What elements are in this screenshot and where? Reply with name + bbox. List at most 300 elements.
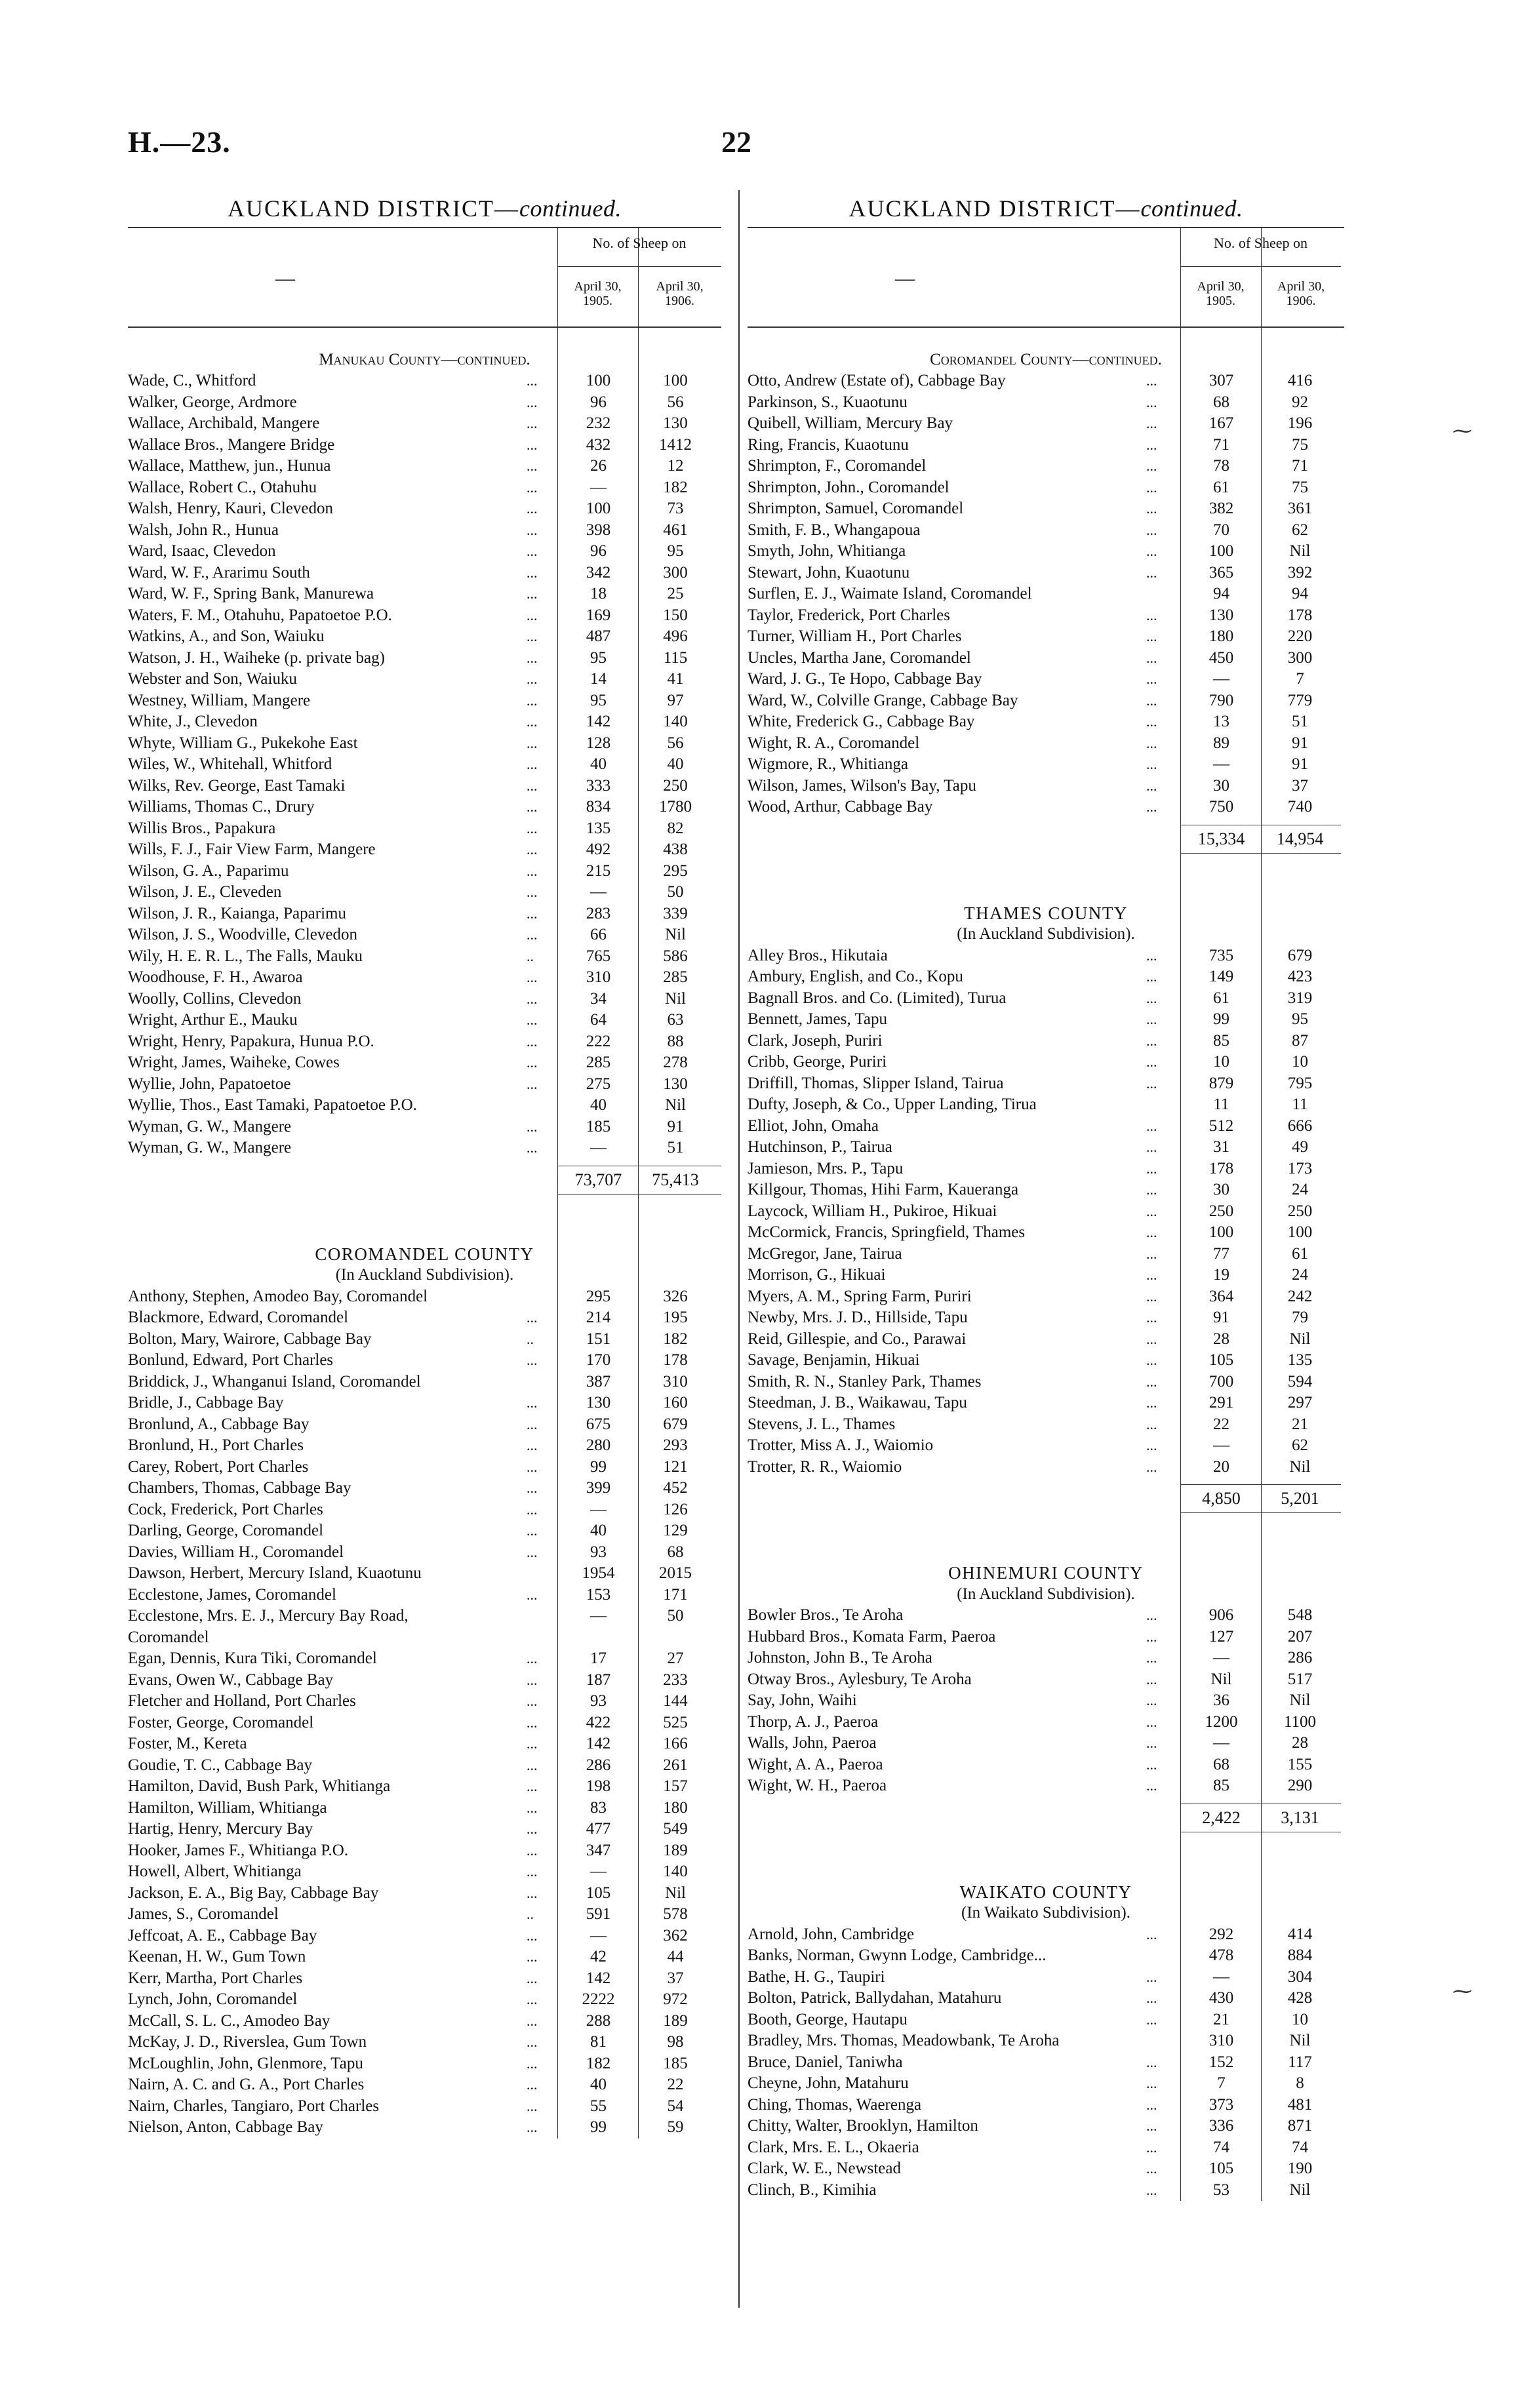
sheep-1905: 834 [586,798,611,816]
right-column [748,190,1344,2201]
leader-dots: ... [527,1415,538,1432]
leader-dots: ... [527,1735,538,1752]
table-row [128,946,721,968]
sheep-1905: 169 [586,606,611,624]
sheep-1906: 95 [1292,1010,1308,1028]
table-row [748,776,1344,797]
leader-dots: ... [1146,458,1157,474]
owner-name: Egan, Dennis, Kura Tiki, Coromandel [128,1649,377,1667]
owner-name: James, S., Coromandel [128,1905,279,1923]
sheep-1906: 310 [663,1372,688,1391]
owner-name: Bruce, Daniel, Taniwha [748,2053,903,2071]
owner-name: Wilson, G. A., Paparimu [128,861,289,880]
owner-name: Cribb, George, Puriri [748,1053,887,1071]
leader-dots: ... [527,990,538,1007]
sheep-1905: 61 [1213,478,1229,496]
table-row [748,1307,1344,1329]
sheep-1905: 68 [1213,1755,1229,1773]
year-1905-heading [1180,279,1261,308]
sheep-1906: 795 [1287,1074,1313,1092]
owner-name: Hooker, James F., Whitianga P.O. [128,1841,349,1859]
leader-dots: ... [1146,1777,1157,1794]
owner-name: Wyman, G. W., Mangere [128,1139,292,1156]
sheep-1906: 92 [1292,393,1308,411]
owner-name: Jeffcoat, A. E., Cabbage Bay [128,1926,317,1944]
table-row [128,1329,721,1351]
sheep-1906: 100 [1287,1223,1313,1241]
sheep-1906: Nil [1289,2181,1311,2199]
sheep-1905: 487 [586,627,611,645]
sheep-on-heading: No. of Sheep on [592,235,687,251]
header-rule [1180,266,1341,267]
owner-name: Wigmore, R., Whitianga [748,755,909,773]
table-row [748,1669,1344,1691]
owner-name: Wallace, Matthew, jun., Hunua [128,457,331,475]
table-row [128,924,721,946]
table-row [128,754,721,776]
sheep-1905: 68 [1213,393,1229,411]
owner-name: Trotter, Miss A. J., Waiomio [748,1436,934,1454]
leader-dots: ... [527,543,538,559]
table-row [748,1392,1344,1414]
sheep-1906: 452 [663,1479,688,1497]
leader-dots: ... [527,393,538,410]
leader-dots: ... [1146,479,1157,496]
sheep-1905: — [590,1607,607,1625]
owner-name: Goudie, T. C., Cabbage Bay [128,1756,312,1774]
owner-name: Briddick, J., Whanganui Island, Coromandel [128,1372,421,1391]
table-row [128,776,721,797]
leader-dots: ... [1146,564,1157,581]
margin-mark: ⁓ [1452,420,1472,442]
leader-dots: ... [1146,521,1157,538]
sheep-1906: 286 [1287,1649,1313,1667]
sheep-1905: 95 [590,648,607,667]
leader-dots: ... [527,969,538,985]
sheep-1906: 74 [1292,2138,1308,2156]
owner-name: Hamilton, David, Bush Park, Whitianga [128,1777,391,1795]
owner-name: Nielson, Anton, Cabbage Bay [128,2118,323,2136]
sheep-1905: 365 [1208,563,1234,582]
table-row [128,1031,721,1053]
table-row [748,392,1344,414]
table-row [128,1712,721,1734]
sheep-1905: 30 [1213,776,1229,795]
sheep-1905: 250 [1208,1202,1234,1220]
sheep-1905: 333 [586,776,611,795]
sheep-1905: 182 [586,2054,611,2072]
table-row [128,967,721,989]
owner-name: Johnston, John B., Te Aroha [748,1649,932,1667]
owner-name: White, J., Clevedon [128,713,258,730]
owner-name: Ward, W. F., Ararimu South [128,563,310,582]
table-row [748,797,1344,818]
owner-name: Ecclestone, Mrs. E. J., Mercury Bay Road, [128,1607,409,1625]
sheep-1906: 461 [663,521,688,539]
owner-name: Foster, George, Coromandel [128,1713,314,1731]
table-row [128,1542,721,1564]
sheep-1905: 31 [1213,1138,1229,1156]
sheep-1905: 180 [1208,627,1234,645]
leader-dots: ... [527,1586,538,1603]
year-1906-line2: 1906. [665,294,694,308]
table-row [128,818,721,840]
owner-name: Watkins, A., and Son, Waiuku [128,627,325,645]
sheep-1905: 477 [586,1820,611,1838]
spacer [128,1201,721,1244]
leader-dots: ... [527,884,538,900]
table-row [128,989,721,1010]
leader-dots: ... [1146,393,1157,410]
owner-name: Wyman, G. W., Mangere [128,1117,292,1135]
table-row [128,370,721,392]
sheep-1905: 283 [586,904,611,922]
table-row [748,1648,1344,1669]
sheep-1905: 450 [1208,648,1234,667]
sheep-1906: 51 [1292,713,1308,730]
table-row [128,797,721,818]
sheep-1906: 50 [667,883,684,901]
leader-dots: ... [527,521,538,538]
sheep-1905: 153 [586,1585,611,1604]
owner-name: Clark, W. E., Newstead [748,2160,901,2177]
sheep-1905: 307 [1208,372,1234,389]
county-title: Manukau County—continued. [319,350,530,368]
sheep-1905: 21 [1213,2010,1229,2028]
leader-dots: ... [1146,1692,1157,1708]
sheep-1906: 189 [663,1841,688,1859]
table-row [128,1392,721,1414]
sheep-1906: 173 [1287,1159,1313,1177]
owner-name: Clark, Mrs. E. L., Okaeria [748,2138,919,2156]
owner-name: Wade, C., Whitford [128,372,256,389]
sheep-1906: 130 [663,1075,688,1093]
spacer [748,1839,1344,1882]
leader-dots: ... [1146,1649,1157,1666]
sheep-1905: 286 [586,1756,611,1774]
table-row [128,1010,721,1031]
owner-name: McCall, S. L. C., Amodeo Bay [128,2011,330,2030]
sheep-1905: — [1213,1649,1229,1667]
owner-name: Smyth, John, Whitianga [748,542,906,560]
table-row [748,1414,1344,1436]
sheep-1906: 11 [1292,1095,1308,1113]
sheep-1906: Nil [1289,1330,1311,1348]
sheep-1906: 972 [663,1990,688,2008]
sheep-1906: Nil [665,989,686,1008]
sheep-1905: 291 [1208,1394,1234,1411]
owner-name: Chambers, Thomas, Cabbage Bay [128,1479,351,1497]
sheep-1906: 428 [1287,1989,1313,2007]
owner-name: Bonlund, Edward, Port Charles [128,1351,334,1369]
table-row [748,648,1344,669]
owner-name: Wight, R. A., Coromandel [748,734,920,752]
owner-name: Surflen, E. J., Waimate Island, Coromandel [748,585,1032,602]
owner-name: Walsh, Henry, Kauri, Clevedon [128,500,333,517]
sheep-1905: 99 [1213,1010,1229,1028]
column-header-dash: — [275,267,295,289]
leader-dots: ... [527,458,538,474]
table-row [128,1798,721,1819]
table-row [748,733,1344,755]
table-row [128,1074,721,1095]
sheep-1906: 250 [1287,1202,1313,1220]
column-divider [738,190,740,2308]
sheep-1906: 62 [1292,521,1308,539]
sheep-1905: 71 [1213,435,1229,454]
sheep-1905: 40 [590,1522,607,1539]
spacer [748,328,1344,349]
sheep-1906: 189 [663,2011,688,2030]
table-row [128,583,721,605]
sheep-1906: 339 [663,904,688,922]
leader-dots: ... [527,1778,538,1794]
owner-name: Chitty, Walter, Brooklyn, Hamilton [748,2117,978,2135]
table-row [128,648,721,669]
leader-dots: ... [527,799,538,815]
table-row [128,1457,721,1478]
sheep-1905: 40 [590,1096,607,1114]
owner-name: Wood, Arthur, Cabbage Bay [748,798,933,816]
owner-name: Bowler Bros., Te Aroha [748,1606,904,1624]
table-row [128,1286,721,1308]
sheep-1906: 157 [663,1777,688,1795]
owner-name: Jamieson, Mrs. P., Tapu [748,1159,904,1177]
sheep-1906: 88 [667,1032,684,1050]
table-row [128,711,721,733]
owner-name: Wyllie, Thos., East Tamaki, Papatoetoe P.O. [128,1096,417,1114]
table-row [128,605,721,627]
sheep-1906: 8 [1296,2074,1304,2092]
table-row [748,1265,1344,1286]
leader-dots: ... [1146,2118,1157,2134]
owner-name: Keenan, H. W., Gum Town [128,1948,306,1965]
column-header-left [128,227,721,328]
leader-dots: ... [1146,947,1157,964]
sheep-1906: 779 [1287,691,1313,709]
sheep-1906: 75 [1292,435,1308,454]
leader-dots: ... [527,2076,538,2093]
leader-dots: ... [527,2097,538,2114]
leader-dots: ... [527,1033,538,1050]
sheep-1906: 62 [1292,1436,1308,1454]
table-row [128,733,721,755]
table-row [128,1116,721,1138]
sheep-1906: 220 [1287,627,1313,645]
sheep-1906: 423 [1287,968,1313,985]
sheep-1905: 215 [586,861,611,880]
leader-dots: ... [527,671,538,687]
sheep-1905: 492 [586,840,611,858]
sheep-1905: 142 [586,713,611,730]
leader-dots: ... [527,585,538,602]
leader-dots: ... [1146,799,1157,815]
owner-name: Wright, Henry, Papakura, Hunua P.O. [128,1032,374,1050]
sheep-1906: 144 [663,1692,688,1710]
table-row [128,1776,721,1798]
sheep-1906: 27 [667,1649,684,1667]
owner-name: Cock, Frederick, Port Charles [128,1500,323,1518]
leader-dots: ... [1146,543,1157,559]
sheep-1906: 250 [663,776,688,795]
table-row [128,541,721,563]
sheep-1906: 140 [663,1863,688,1880]
table-row [748,1754,1344,1776]
table-row [128,435,721,456]
leader-dots: ... [527,1884,538,1901]
sheep-1906: 319 [1287,989,1313,1007]
leader-dots: ... [527,649,538,666]
table-row [128,413,721,435]
sheep-1906: 871 [1287,2117,1313,2135]
leader-dots: .. [527,1906,534,1922]
table-row [128,1499,721,1521]
table-row [128,1904,721,1925]
sheep-1906: 182 [663,478,688,496]
county-total-row [748,1797,1344,1839]
table-row [748,1201,1344,1223]
leader-dots: ... [1146,1394,1157,1411]
table-row [748,1137,1344,1158]
table-row [748,541,1344,563]
leader-dots: ... [527,2119,538,2135]
sheep-1906: 25 [667,585,684,602]
table-row [128,1691,721,1712]
total-1906: 3,131 [1281,1807,1319,1827]
table-row [128,1585,721,1606]
owner-name: Parkinson, S., Kuaotunu [748,393,908,411]
leader-dots: ... [1146,713,1157,730]
sheep-1905: 26 [590,457,607,475]
sheep-1906: 61 [1292,1244,1308,1263]
sheep-1906: 178 [1287,606,1313,624]
table-row [748,1775,1344,1797]
leader-dots: ... [527,1522,538,1539]
table-row [128,1819,721,1840]
owner-name: Walsh, John R., Hunua [128,521,279,539]
sheep-1905: 151 [586,1330,611,1348]
sheep-1906: 1412 [659,435,692,454]
sheep-1905: 99 [590,1457,607,1476]
table-row [128,1052,721,1074]
sheep-1906: 71 [1292,457,1308,475]
owner-name: Wight, A. A., Paeroa [748,1755,883,1773]
owner-name: Bronlund, A., Cabbage Bay [128,1415,310,1433]
leader-dots: ... [527,500,538,517]
sheep-1905: 91 [1213,1309,1229,1326]
leader-dots: ... [527,756,538,772]
table-row [748,1435,1344,1457]
sheep-1906: Nil [665,1096,686,1114]
sheep-1906: 548 [1287,1606,1313,1624]
leader-dots: ... [527,1650,538,1667]
sheep-1905: 198 [586,1777,611,1795]
sheep-1906: 1780 [659,798,692,816]
leader-dots: ... [1146,2096,1157,2113]
sheep-1905: — [590,1863,607,1880]
sheep-1905: 55 [590,2097,607,2115]
leader-dots: ... [527,1394,538,1411]
sheep-1906: 155 [1287,1755,1313,1773]
sheep-1906: 549 [663,1820,688,1838]
owner-name: Darling, George, Coromandel [128,1522,324,1539]
owner-name: Williams, Thomas C., Drury [128,798,315,816]
owner-name: Clinch, B., Kimihia [748,2181,877,2199]
sheep-1905: 94 [1213,585,1229,602]
leader-dots: ... [527,372,538,389]
owner-name: Fletcher and Holland, Port Charles [128,1692,356,1710]
leader-dots: ... [527,734,538,751]
owner-name: Wills, F. J., Fair View Farm, Mangere [128,840,376,858]
sheep-1906: 438 [663,840,688,858]
sheep-1905: 591 [586,1905,611,1923]
sheep-1905: 77 [1213,1244,1229,1263]
table-row [128,1755,721,1777]
sheep-1906: 304 [1287,1967,1313,1986]
sheep-1905: 1200 [1205,1712,1238,1731]
leader-dots: ... [527,1437,538,1453]
table-row [128,1861,721,1883]
sheep-1905: 790 [1208,691,1234,709]
table-row [748,1244,1344,1265]
owner-name: Hartig, Henry, Mercury Bay [128,1820,313,1838]
table-row [748,1945,1344,1967]
sheep-1906: 56 [667,393,684,411]
column-header-dash: — [895,267,915,289]
sheep-1906: 679 [663,1415,688,1433]
sheep-1906: 285 [663,968,688,986]
owner-name: Wallace Bros., Mangere Bridge [128,435,335,454]
sheep-1906: 496 [663,627,688,645]
owner-name: Thorp, A. J., Paeroa [748,1712,879,1731]
table-row [748,2116,1344,2137]
sheep-1906: 666 [1287,1116,1313,1135]
table-row [748,1924,1344,1946]
sheep-1905: 34 [590,989,607,1008]
sheep-1905: 10 [1213,1053,1229,1071]
leader-dots: ... [527,926,538,943]
sheep-1905: 93 [590,1543,607,1561]
leader-dots: ... [527,1969,538,1986]
leader-dots: ... [527,1756,538,1773]
sheep-1906: 59 [667,2118,684,2136]
owner-name: Bagnall Bros. and Co. (Limited), Turua [748,989,1007,1007]
sheep-1905: 214 [586,1309,611,1326]
sheep-1906: 150 [663,606,688,624]
table-row [748,711,1344,733]
leader-dots: ... [1146,2053,1157,2070]
table-body-left [128,328,721,2139]
sheep-1906: 586 [663,947,688,965]
county-subtitle: (In Auckland Subdivision). [957,1585,1135,1603]
sheep-1905: 382 [1208,500,1234,517]
year-1905-heading [557,279,638,308]
table-row [748,1712,1344,1733]
county-subtitle: (In Waikato Subdivision). [961,1904,1130,1922]
leader-dots: ... [1146,606,1157,623]
sheep-1905: 89 [1213,734,1229,752]
sheep-1905: 95 [590,691,607,709]
owner-name: Morrison, G., Hikuai [748,1266,886,1284]
sheep-1905: 100 [586,500,611,517]
sheep-1905: 135 [586,819,611,837]
sheep-1906: 278 [663,1054,688,1071]
sheep-1906: 91 [1292,734,1308,752]
table-row [748,1329,1344,1351]
owner-name: Kerr, Martha, Port Charles [128,1969,303,1987]
spacer [128,328,721,349]
leader-dots: ... [527,1139,538,1156]
